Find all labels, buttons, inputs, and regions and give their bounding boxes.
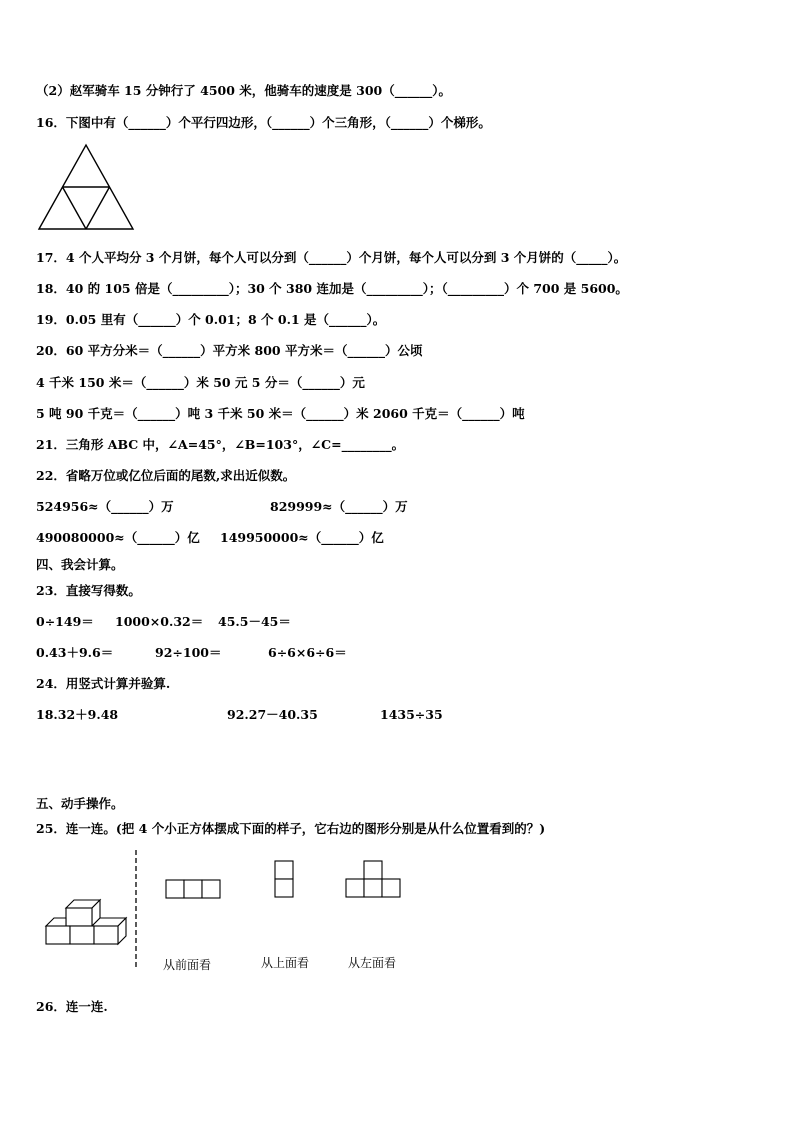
view-shape-vertical [274,860,296,900]
question-22-item-2: 829999≈（______）万 [270,499,408,514]
question-15-part-2: （2）赵军骑车 15 分钟行了 4500 米，他骑车的速度是 300（______）。 [36,83,451,98]
section-5-heading: 五、动手操作。 [36,796,124,811]
question-21: 21．三角形 ABC 中，∠A=45°，∠B=103°，∠C=________。 [36,437,405,452]
view-shape-front [165,879,223,901]
dashed-divider [134,850,138,972]
vertical-calc-3: 1435÷35 [380,707,443,722]
view-label-front: 从前面看 [163,958,212,972]
question-19: 19．0.05 里有（______）个 0.01；8 个 0.1 是（______）。 [36,312,386,327]
calc-item-5: 92÷100＝ [155,645,222,660]
question-24: 24．用竖式计算并验算. [36,676,171,691]
question-25: 25．连一连。(把 4 个小正方体摆成下面的样子，它右边的图形分别是从什么位置看到的？) [36,821,546,836]
question-20-line-3: 5 吨 90 千克＝（______）吨 3 千米 50 米＝（______）米 2060 千克＝（______）吨 [36,406,525,421]
question-22: 22．省略万位或亿位后面的尾数,求出近似数。 [36,468,296,483]
question-22-item-1: 524956≈（______）万 [36,499,174,514]
view-label-left: 从左面看 [348,956,397,970]
question-20-line-1: 20．60 平方分米＝（______）平方米 800 平方米＝（______）公顷 [36,343,423,358]
section-4-heading: 四、我会计算。 [36,557,124,572]
vertical-calc-1: 18.32＋9.48 [36,707,119,722]
question-16: 16．下图中有（______）个平行四边形，（______）个三角形，（______）个梯形。 [36,115,491,130]
calc-item-6: 6÷6×6÷6＝ [268,645,347,660]
calc-item-1: 0÷149＝ [36,614,94,629]
calc-item-3: 45.5－45＝ [218,614,291,629]
calc-item-2: 1000×0.32＝ [115,614,204,629]
view-label-top: 从上面看 [261,956,310,970]
question-18: 18．40 的 105 倍是（_________）；30 个 380 连加是（_________）；（_________）个 700 是 5600。 [36,281,628,296]
question-23: 23．直接写得数。 [36,583,141,598]
question-22-item-4: 149950000≈（______）亿 [220,530,384,545]
cube-stack-figure [44,896,126,958]
vertical-calc-2: 92.27－40.35 [227,707,318,722]
triangle-figure [38,143,138,231]
view-shape-t [345,860,415,900]
question-17: 17．4 个人平均分 3 个月饼，每个人可以分到（______）个月饼，每个人可以分到 3 个月饼的（_____）。 [36,250,627,265]
question-26: 26．连一连. [36,999,108,1014]
question-22-item-3: 490080000≈（______）亿 [36,530,200,545]
question-20-line-2: 4 千米 150 米＝（______）米 50 元 5 分＝（______）元 [36,375,365,390]
calc-item-4: 0.43＋9.6＝ [36,645,114,660]
